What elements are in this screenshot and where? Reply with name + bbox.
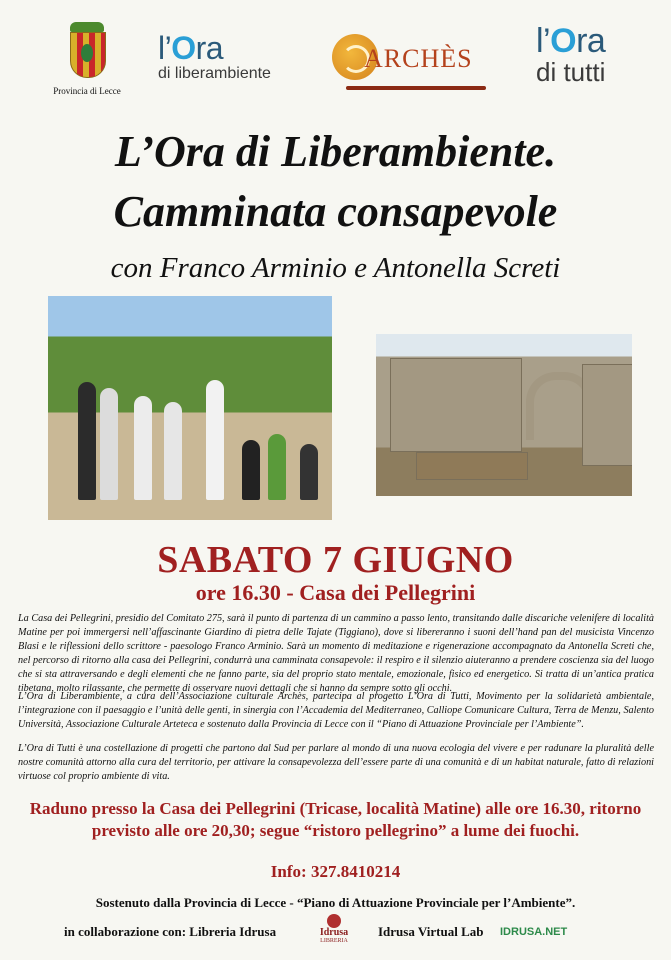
raduno-line-1: Raduno presso la Casa dei Pellegrini (Tricase, località Matine) alle ore 16.30, ritorno <box>29 799 642 818</box>
paragraph-2: L’Ora di Liberambiente, a cura dell’Associazione culturale Archès, partecipa al progetto L’Ora di Tutti, Movimento per la solidarietà ambientale, l’integrazione con il paesaggio e l’unità delle genti, in sinergia con l’Accademia del Mediterraneo, Calliope Comunicare Cultura, Terra de Menzu, Salento Università, Associazione Culturale Arteteca e sostenuto dalla Provincia di Lecce con il “Piano di Attuazione Provinciale per l’Ambiente”. <box>18 691 654 730</box>
idrusa-libreria-logo: Idrusa LIBRERIA <box>304 914 364 950</box>
provincia-label: Provincia di Lecce <box>53 86 121 96</box>
arches-wordmark: ARCHÈS <box>364 44 473 73</box>
title-line-1: L’Ora di Liberambiente. <box>114 127 557 176</box>
raduno-line-2: previsto alle ore 20,30; segue “ristoro pellegrino” a lume dei fuochi. <box>91 821 580 840</box>
subtitle: con Franco Arminio e Antonella Screti <box>110 252 561 284</box>
sostenuto-note: Sostenuto dalla Provincia di Lecce - “Piano di Attuazione Provinciale per l’Ambiente”. <box>95 895 576 910</box>
event-date: SABATO 7 GIUGNO <box>157 539 514 581</box>
title-line-2: Camminata consapevole <box>113 187 558 236</box>
event-time-place: ore 16.30 - Casa dei Pellegrini <box>195 580 476 605</box>
header-logos <box>0 0 671 112</box>
ora-liberambiente-logo: l’Ora di liberambiente <box>158 30 271 82</box>
paragraph-1: La Casa dei Pellegrini, presidio del Comitato 275, sarà il punto di partenza di un cammino a passo lento, transitando dalle discariche velenifere di località Matine per poi immergersi nell’affascinante Giardino di pietra delle Tajate (Tiggiano), dove si libereranno i suoni dell’hand pan del musicista Vincenzo Blasi e le riflessioni dello scrittore - paesologo Franco Arminio. Sarà un momento di meditazione e rigenerazione accompagnato da Antonella Screti che, nel percorso di ritorno alla casa dei Pellegrini, condurrà una camminata consapevole: il respiro e il silenzio aiuteranno a prendere coscienza sia del luogo che si sta attraversando e degli elementi che ne fanno parte, sia del proprio stato mentale, emozionale, fisico ed energetico. Si tratta di un’antica pratica tibetana, molto rilassante, che permette di osservare nuovi dettagli che si hanno da sempre sotto gli occhi. <box>18 613 654 694</box>
provincia-lecce-logo <box>48 22 126 96</box>
info-phone: Info: 327.8410214 <box>270 862 401 881</box>
arches-logo <box>332 34 494 94</box>
idrusa-mark-icon <box>327 914 341 928</box>
ora-liberambiente-sub: di liberambiente <box>158 65 271 82</box>
ora-di-tutti-sub: di tutti <box>536 57 606 87</box>
provincia-crest-icon <box>66 22 108 82</box>
collaborazione-label: in collaborazione con: Libreria Idrusa <box>64 924 277 939</box>
photo-group-walk <box>48 296 332 520</box>
raduno-info <box>0 798 671 842</box>
ora-di-tutti-logo: l’Ora di tutti <box>536 22 606 87</box>
idrusa-net-logo: IDRUSA.NET <box>500 926 568 938</box>
idrusa-virtual-lab: Idrusa Virtual Lab <box>378 924 484 939</box>
photo-stone-ruins <box>376 334 632 496</box>
paragraph-3: L’Ora di Tutti è una costellazione di progetti che partono dal Sud per parlare al mondo di una nuova ecologia del vivere e per radunare la pluralità delle nostre comunità attorno alla cura del territorio, per attivare la consapevolezza dell’essere parte di una comunità e di un habitat naturale, fatto di relazioni virtuose col proprio ambiente di vita. <box>18 743 654 782</box>
